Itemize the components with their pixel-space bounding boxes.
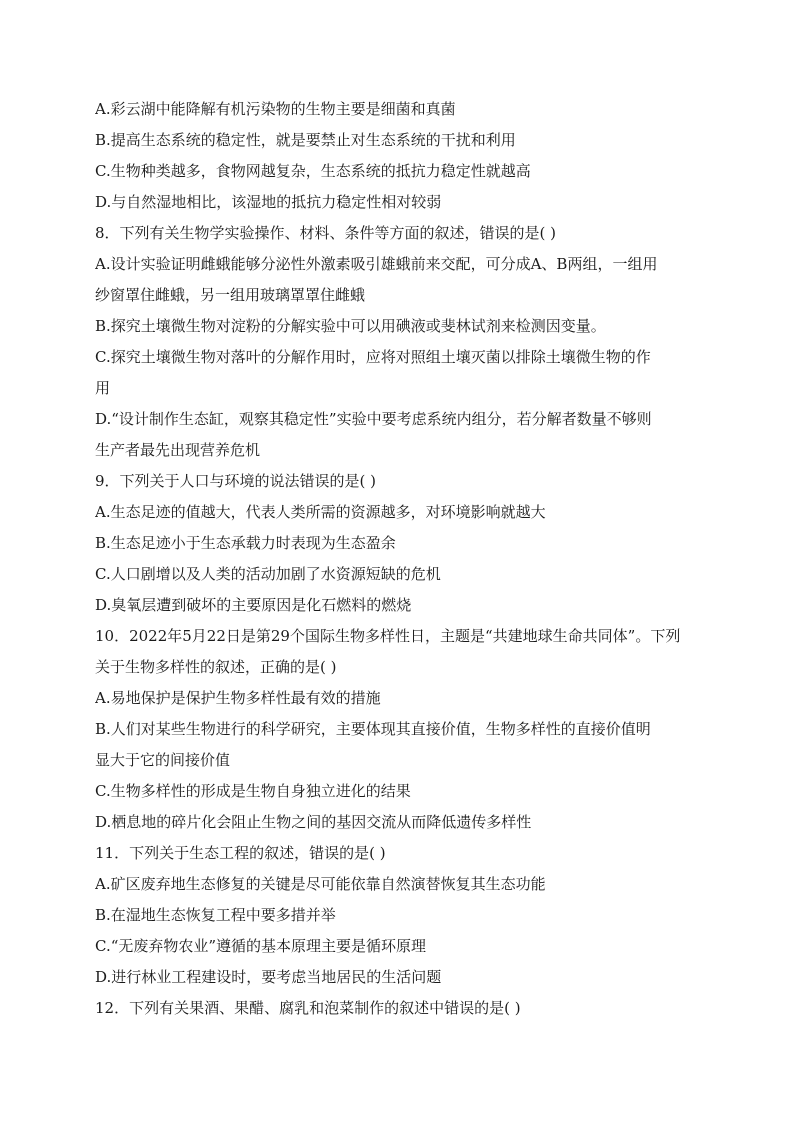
option-8b: B.探究土壤微生物对淀粉的分解实验中可以用碘液或斐林试剂来检测因变量。 bbox=[95, 317, 606, 335]
option-9c: C.人口剧增以及人类的活动加剧了水资源短缺的危机 bbox=[95, 565, 441, 583]
question-10-stem-continued: 关于生物多样性的叙述，正确的是( ) bbox=[95, 658, 337, 676]
option-10c: C.生物多样性的形成是生物自身独立进化的结果 bbox=[95, 782, 411, 800]
question-8-stem: 8．下列有关生物学实验操作、材料、条件等方面的叙述，错误的是( ) bbox=[95, 224, 557, 242]
option-10b-continued: 显大于它的间接价值 bbox=[95, 751, 231, 769]
option-9b: B.生态足迹小于生态承载力时表现为生态盈余 bbox=[95, 534, 396, 552]
option-11d: D.进行林业工程建设时，要考虑当地居民的生活问题 bbox=[95, 968, 442, 986]
option-11c: C.“无废弃物农业”遵循的基本原理主要是循环原理 bbox=[95, 937, 427, 955]
option-8c: C.探究土壤微生物对落叶的分解作用时，应将对照组土壤灭菌以排除土壤微生物的作 bbox=[95, 348, 651, 366]
option-8d: D.“设计制作生态缸，观察其稳定性”实验中要考虑系统内组分，若分解者数量不够则 bbox=[95, 410, 652, 428]
question-9-stem: 9．下列关于人口与环境的说法错误的是( ) bbox=[95, 472, 377, 490]
question-text-block bbox=[95, 94, 697, 1024]
option-9a: A.生态足迹的值越大，代表人类所需的资源越多，对环境影响就越大 bbox=[95, 503, 546, 521]
option-10a: A.易地保护是保护生物多样性最有效的措施 bbox=[95, 689, 381, 707]
option-8a-continued: 纱窗罩住雌蛾，另一组用玻璃罩罩住雌蛾 bbox=[95, 286, 366, 304]
option-8a: A.设计实验证明雌蛾能够分泌性外激素吸引雄蛾前来交配，可分成A、B两组，一组用 bbox=[95, 255, 658, 273]
option-7c: C.生物种类越多，食物网越复杂，生态系统的抵抗力稳定性就越高 bbox=[95, 162, 531, 180]
option-8c-continued: 用 bbox=[95, 379, 111, 397]
question-12-stem: 12．下列有关果酒、果醋、腐乳和泡菜制作的叙述中错误的是( ) bbox=[95, 999, 521, 1017]
option-8d-continued: 生产者最先出现营养危机 bbox=[95, 441, 261, 459]
option-10d: D.栖息地的碎片化会阻止生物之间的基因交流从而降低遗传多样性 bbox=[95, 813, 532, 831]
option-11a: A.矿区废弃地生态修复的关键是尽可能依靠自然演替恢复其生态功能 bbox=[95, 875, 546, 893]
option-7a: A.彩云湖中能降解有机污染物的生物主要是细菌和真菌 bbox=[95, 100, 456, 118]
question-10-stem: 10．2022年5月22日是第29个国际生物多样性日，主题是“共建地球生命共同体”。下列 bbox=[95, 627, 681, 645]
option-7b: B.提高生态系统的稳定性，就是要禁止对生态系统的干扰和利用 bbox=[95, 131, 516, 149]
option-10b: B.人们对某些生物进行的科学研究，主要体现其直接价值，生物多样性的直接价值明 bbox=[95, 720, 651, 738]
option-9d: D.臭氧层遭到破坏的主要原因是化石燃料的燃烧 bbox=[95, 596, 412, 614]
option-11b: B.在湿地生态恢复工程中要多措并举 bbox=[95, 906, 336, 924]
option-7d: D.与自然湿地相比，该湿地的抵抗力稳定性相对较弱 bbox=[95, 193, 442, 211]
question-11-stem: 11．下列关于生态工程的叙述，错误的是( ) bbox=[95, 844, 386, 862]
